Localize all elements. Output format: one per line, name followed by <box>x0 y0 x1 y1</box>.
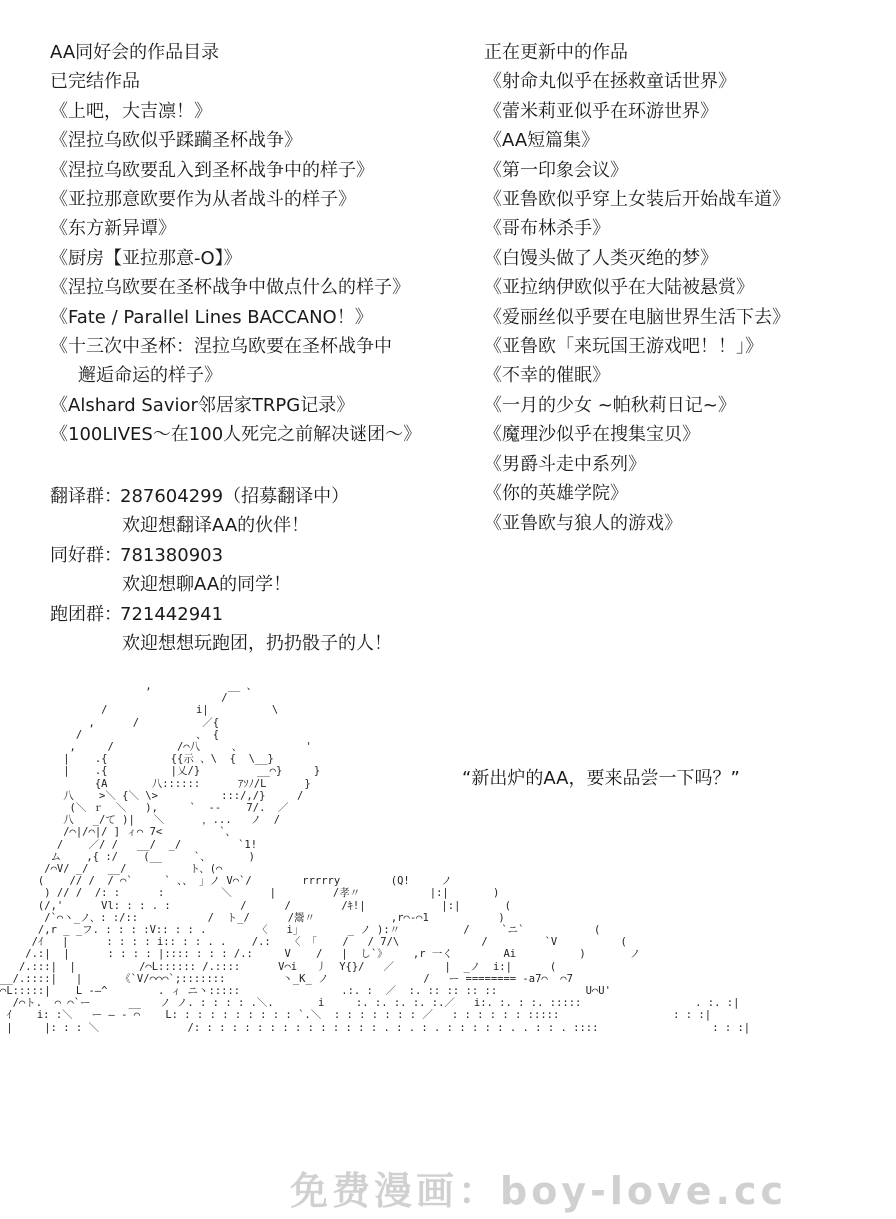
group-note-text: 欢迎想想玩跑团，扔扔骰子的人！ <box>122 633 392 655</box>
work-title: 《白馒头做了人类灭绝的梦》 <box>484 247 718 269</box>
translate-group <box>50 482 470 511</box>
ascii-art-illustration <box>0 680 896 1219</box>
ongoing-works-column <box>484 38 884 538</box>
work-title: 《十三次中圣杯：涅拉乌欧要在圣杯战争中 <box>50 336 392 358</box>
work-title: 《亚鲁欧「来玩国王游戏吧！！」》 <box>484 336 763 358</box>
work-title: 《你的英雄学院》 <box>484 483 628 505</box>
work-title: 《男爵斗走中系列》 <box>484 453 646 475</box>
ongoing-works-heading: 正在更新中的作品 <box>484 42 628 63</box>
group-number: 287604299（招募翻译中） <box>120 486 350 507</box>
work-title: 《涅拉乌欧要在圣杯战争中做点什么的样子》 <box>50 277 410 299</box>
work-title: 《亚鲁欧与狼人的游戏》 <box>484 512 682 534</box>
group-label: 同好群： <box>50 544 122 566</box>
group-note <box>50 570 470 599</box>
completed-works-heading: 已完结作品 <box>50 71 140 93</box>
work-title: 《涅拉乌欧似乎蹂躏圣杯战争》 <box>50 130 302 152</box>
fans-group <box>50 541 470 570</box>
work-title: 《AA短篇集》 <box>484 130 600 152</box>
trpg-group <box>50 600 470 629</box>
completed-works-column <box>50 38 460 450</box>
contact-groups <box>50 482 470 658</box>
group-note-text: 欢迎想聊AA的同学！ <box>122 574 292 596</box>
work-title: 《第一印象会议》 <box>484 159 628 181</box>
work-title: 《上吧，大吉凛！》 <box>50 100 212 122</box>
work-title: 《Alshard Savior邻居家TRPG记录》 <box>50 394 355 416</box>
work-title: 《厨房【亚拉那意-O】》 <box>50 247 242 269</box>
site-watermark: 免费漫画：boy-love.cc <box>290 1169 788 1213</box>
ascii-art-text: , __ 、 / / i| \ , / ／{ / 、 { , / /⌒八 、 ' | .{ {{示 、\ { \__} | .{ |乂/} __⌒} } {A 八:::::: ｱｿﾉ/L } 八 >＼ {＼ \> :::/,/} / (＼ ｒ ＼ ), ` -- 7/. ／ 八 _/て )| ＼ ，... ノ / /⌒|/⌒|/ ] ィ⌒ 7< `、 / ／/ / __/ _/ `1! ム ,{ :/ (__ `、 ) /⌒V/ _/ __/ ト、(⌒ ( // / / ⌒` ` 、、 」ノ V⌒`/ rrrrry (Q! ノ ) // / /: : : ＼ | /孝〃 |:| ) (/,' Vl: : : . : / / /ｷ!| |:| ( /`⌒丶_ノ、: :/:: / ト_/ /鬶〃 ,r⌒-⌒1 ) /,r _ _フ. : : : :V:: : : . 〈 i」 _ ノ ):〃 / `ニ` ( /ｲ | : : : : i:: : : . . /.: 〈 「 / / 7/\ / `V ( /.:| | : : : : |:::: : : : /.: V / | し`》 ,r 一く Ai ) ノ /.:::| | /⌒L:::::: /.:::: V⌒i 丿 Y{}/ ／ | _ノ i:| ( __/.::::| | 《`V/⌒⌒⌒`;::::::: 丶_K_ ノ / ー ======== -a7⌒ ⌒7 ⌒L:::::| L -―^ . ィ ニ丶::::: .:. : ／ :. :: :: :: :: U⌒U' /⌒ト. ⌒ ⌒`ー __ ノ ノ. : : : : .＼. i :. :. :. :. :.／ i:. :. : :. ::::: . :. :| ｲ i: :＼ ー ― ‐ ⌒ L: : : : : : : : : : `.＼ : : : : : : : ／ : : : : : : ::::: : : :| | |: : : ＼ /: : : : : : : : : : : : : : : . : . : . : : : : : . . : : . :::: : : :| <box>0 680 751 1034</box>
work-title: 《爱丽丝似乎要在电脑世界生活下去》 <box>484 306 790 328</box>
work-title: 《魔理沙似乎在搜集宝贝》 <box>484 424 700 446</box>
work-title: 《哥布林杀手》 <box>484 218 610 240</box>
work-title: 《亚鲁欧似乎穿上女装后开始战车道》 <box>484 189 790 211</box>
work-title: 《蕾米莉亚似乎在环游世界》 <box>484 100 718 122</box>
work-title: 《不幸的催眠》 <box>484 365 610 387</box>
group-note <box>50 511 470 540</box>
group-label: 翻译群： <box>50 486 122 507</box>
work-title: 《东方新异谭》 <box>50 218 176 240</box>
group-note <box>50 629 470 658</box>
group-number: 721442941 <box>120 603 224 625</box>
group-label: 跑团群： <box>50 603 122 625</box>
work-title: 《100LIVES～在100人死完之前解决谜团～》 <box>50 424 422 446</box>
work-title-continued: 邂逅命运的样子》 <box>78 365 222 387</box>
work-title: 《亚拉纳伊欧似乎在大陆被悬赏》 <box>484 277 754 299</box>
work-title: 《Fate / Parallel Lines BACCANO！》 <box>50 306 373 328</box>
work-title: 《亚拉那意欧要作为从者战斗的样子》 <box>50 189 356 211</box>
work-title: 《射命丸似乎在拯救童话世界》 <box>484 71 736 93</box>
catalog-title: AA同好会的作品目录 <box>50 42 220 63</box>
work-title: 《一月的少女 ~帕秋莉日记~》 <box>484 394 736 416</box>
group-note-text: 欢迎想翻译AA的伙伴！ <box>122 515 310 537</box>
group-number: 781380903 <box>120 544 224 566</box>
speech-quote: “新出炉的AA，要来品尝一下吗？” <box>462 768 740 789</box>
work-title: 《涅拉乌欧要乱入到圣杯战争中的样子》 <box>50 159 374 181</box>
